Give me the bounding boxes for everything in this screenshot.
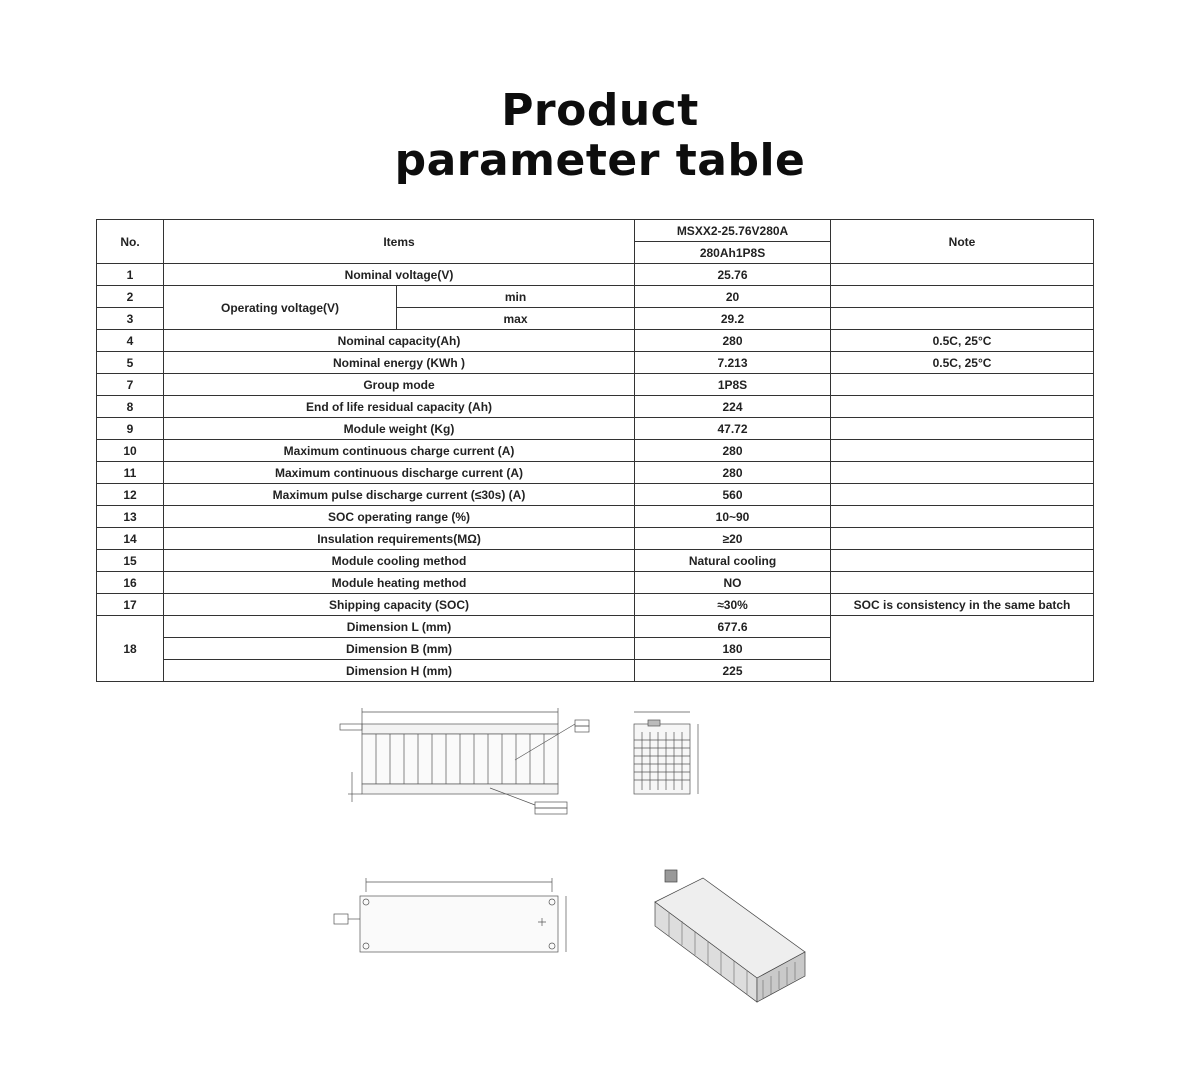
row-value: ≈30% — [635, 594, 831, 616]
row-item: SOC operating range (%) — [164, 506, 635, 528]
table-row — [97, 374, 1094, 396]
row-no: 2 — [97, 286, 164, 308]
row-value: 25.76 — [635, 264, 831, 286]
row-no: 11 — [97, 462, 164, 484]
table-row — [97, 462, 1094, 484]
row-note — [831, 506, 1094, 528]
table-row — [97, 330, 1094, 352]
table-row — [97, 418, 1094, 440]
table-row — [97, 484, 1094, 506]
row-value: 560 — [635, 484, 831, 506]
table-row — [97, 440, 1094, 462]
row-item: Maximum pulse discharge current (≤30s) (A) — [164, 484, 635, 506]
row-note — [831, 264, 1094, 286]
row-no: 14 — [97, 528, 164, 550]
row-note — [831, 462, 1094, 484]
row-no: 3 — [97, 308, 164, 330]
page-title-line-2: parameter table — [394, 135, 806, 186]
row-value: 280 — [635, 462, 831, 484]
table-row — [97, 264, 1094, 286]
row-item: Nominal capacity(Ah) — [164, 330, 635, 352]
row-no: 16 — [97, 572, 164, 594]
row-subitem: min — [397, 286, 635, 308]
row-item: Dimension B (mm) — [164, 638, 635, 660]
row-note — [831, 572, 1094, 594]
row-note: 0.5C, 25°C — [831, 330, 1094, 352]
row-note — [831, 396, 1094, 418]
row-item: Nominal voltage(V) — [164, 264, 635, 286]
table-row — [97, 594, 1094, 616]
row-value: NO — [635, 572, 831, 594]
row-no: 13 — [97, 506, 164, 528]
row-item: Operating voltage(V) — [164, 286, 397, 330]
row-value: 224 — [635, 396, 831, 418]
row-item: Module heating method — [164, 572, 635, 594]
row-item: Maximum continuous discharge current (A) — [164, 462, 635, 484]
row-value: 180 — [635, 638, 831, 660]
row-no: 4 — [97, 330, 164, 352]
row-note: 0.5C, 25°C — [831, 352, 1094, 374]
row-no: 18 — [97, 616, 164, 682]
row-value: 1P8S — [635, 374, 831, 396]
row-no: 17 — [97, 594, 164, 616]
row-no: 8 — [97, 396, 164, 418]
row-no: 9 — [97, 418, 164, 440]
row-subitem: max — [397, 308, 635, 330]
row-value: 7.213 — [635, 352, 831, 374]
table-row — [97, 396, 1094, 418]
row-item: Dimension L (mm) — [164, 616, 635, 638]
row-value: 29.2 — [635, 308, 831, 330]
row-no: 10 — [97, 440, 164, 462]
row-item: Maximum continuous charge current (A) — [164, 440, 635, 462]
row-note — [831, 550, 1094, 572]
row-item: Shipping capacity (SOC) — [164, 594, 635, 616]
row-value: 20 — [635, 286, 831, 308]
page-title — [0, 86, 1200, 186]
header-model-line-1: MSXX2-25.76V280A — [635, 220, 831, 242]
row-value: 47.72 — [635, 418, 831, 440]
row-value: 677.6 — [635, 616, 831, 638]
table-row — [97, 616, 1094, 638]
header-note: Note — [831, 220, 1094, 264]
row-no: 12 — [97, 484, 164, 506]
page-title-line-1: Product — [501, 85, 699, 136]
row-note — [831, 308, 1094, 330]
row-note — [831, 528, 1094, 550]
row-item: Insulation requirements(MΩ) — [164, 528, 635, 550]
row-note — [831, 616, 1094, 682]
header-items: Items — [164, 220, 635, 264]
table-row — [97, 506, 1094, 528]
row-note — [831, 374, 1094, 396]
table-row — [97, 550, 1094, 572]
row-value: 280 — [635, 330, 831, 352]
table-row — [97, 352, 1094, 374]
row-value: 10~90 — [635, 506, 831, 528]
row-no: 15 — [97, 550, 164, 572]
row-note — [831, 440, 1094, 462]
row-note: SOC is consistency in the same batch — [831, 594, 1094, 616]
front-view-drawing — [330, 702, 590, 832]
table-header-row — [97, 220, 1094, 242]
side-view-drawing — [628, 702, 718, 802]
row-value: 280 — [635, 440, 831, 462]
row-item: Nominal energy (KWh ) — [164, 352, 635, 374]
row-note — [831, 418, 1094, 440]
top-view-drawing — [330, 870, 590, 960]
table-row — [97, 528, 1094, 550]
isometric-view-drawing — [645, 860, 815, 1015]
row-item: Group mode — [164, 374, 635, 396]
row-item: Module cooling method — [164, 550, 635, 572]
row-value: 225 — [635, 660, 831, 682]
row-note — [831, 286, 1094, 308]
table-row — [97, 286, 1094, 308]
header-model-line-2: 280Ah1P8S — [635, 242, 831, 264]
row-value: ≥20 — [635, 528, 831, 550]
row-no: 1 — [97, 264, 164, 286]
parameter-table — [96, 219, 1094, 682]
row-item: Module weight (Kg) — [164, 418, 635, 440]
table-row — [97, 572, 1094, 594]
header-no: No. — [97, 220, 164, 264]
row-value: Natural cooling — [635, 550, 831, 572]
row-item: Dimension H (mm) — [164, 660, 635, 682]
row-no: 7 — [97, 374, 164, 396]
row-item: End of life residual capacity (Ah) — [164, 396, 635, 418]
row-note — [831, 484, 1094, 506]
row-no: 5 — [97, 352, 164, 374]
